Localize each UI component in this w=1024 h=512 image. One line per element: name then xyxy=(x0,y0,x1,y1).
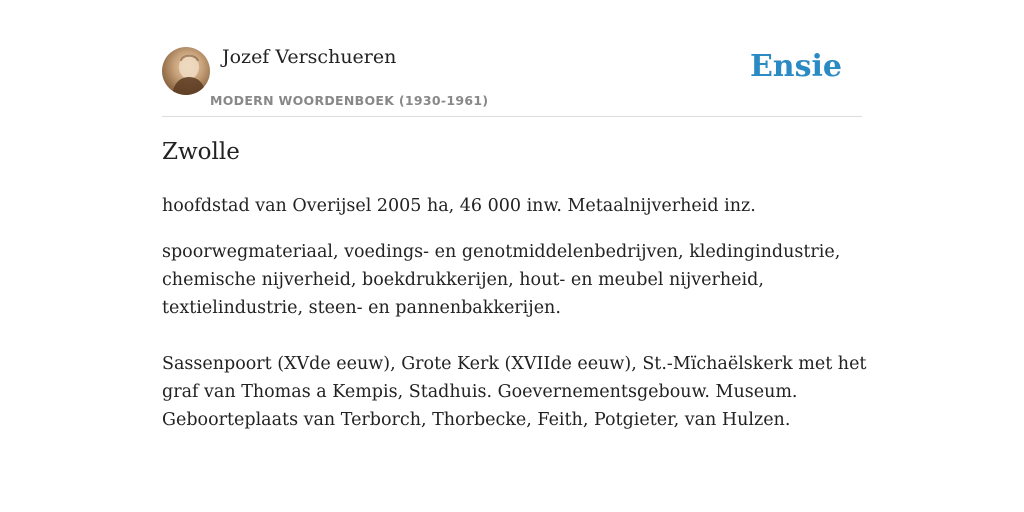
paragraph xyxy=(162,238,862,322)
portrait-icon xyxy=(162,47,210,95)
author-avatar[interactable] xyxy=(162,47,210,95)
text-line: hoofdstad van Overijsel 2005 ha, 46 000 inw. Metaalnijverheid inz. xyxy=(162,196,756,216)
text-line: Sassenpoort (XVde eeuw), Grote Kerk (XVIIde eeuw), St.-Mïchaëlskerk met het xyxy=(162,354,867,374)
header xyxy=(162,44,862,117)
entry-body xyxy=(162,192,867,434)
paragraph xyxy=(162,192,862,220)
brand-logo[interactable]: Ensie xyxy=(749,49,842,84)
paragraph xyxy=(162,350,867,434)
entry-title: Zwolle xyxy=(162,139,240,165)
text-line: textielindustrie, steen- en pannenbakkerijen. xyxy=(162,298,561,318)
text-line: graf van Thomas a Kempis, Stadhuis. Goevernementsgebouw. Museum. xyxy=(162,382,798,402)
text-line: chemische nijverheid, boekdrukkerijen, hout- en meubel nijverheid, xyxy=(162,270,764,290)
author-name[interactable]: Jozef Verschueren xyxy=(222,46,397,68)
text-line: spoorwegmateriaal, voedings- en genotmiddelenbedrijven, kledingindustrie, xyxy=(162,242,841,262)
source-label: MODERN WOORDENBOEK (1930-1961) xyxy=(210,93,489,108)
text-line: Geboorteplaats van Terborch, Thorbecke, Feith, Potgieter, van Hulzen. xyxy=(162,410,791,430)
